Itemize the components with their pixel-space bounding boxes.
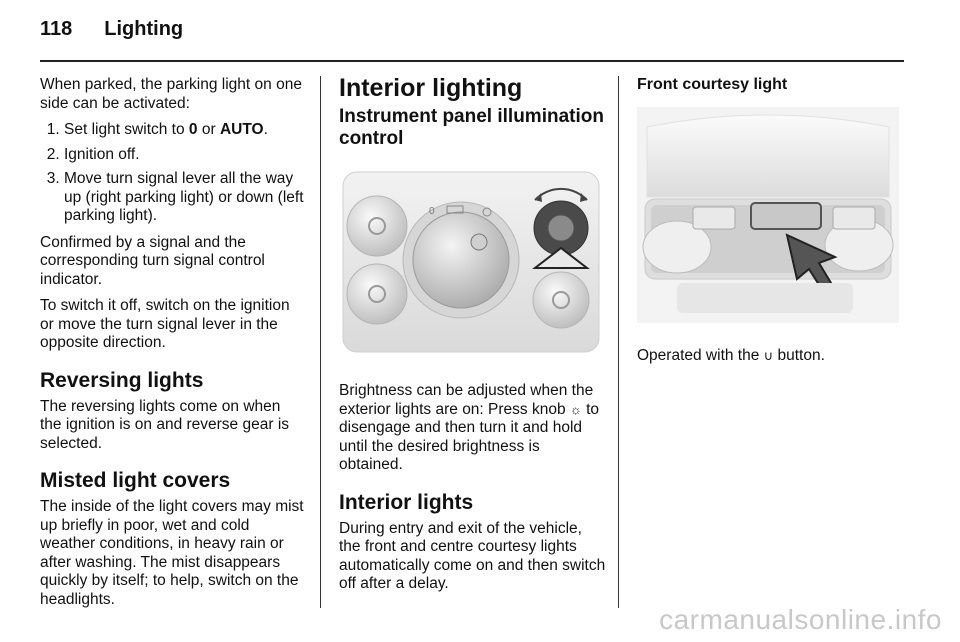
rear-fog-button: [347, 264, 407, 324]
brightness-text: Brightness can be adjusted when the exterior lights are on: Press knob ☼ to disengage and then turn it and hold until the desired brightness is obtained.: [339, 382, 600, 473]
courtesy-light-icon: ∪: [763, 347, 774, 363]
column-divider: [618, 76, 619, 608]
courtesy-light-illustration: [637, 107, 899, 323]
interior-lights-text: During entry and exit of the vehicle, the front and centre courtesy lights automatically come on and then switch off after a delay.: [339, 519, 606, 592]
light-switch-illustration: [339, 168, 603, 358]
column-2: [339, 76, 607, 602]
light-switch-knob: [413, 212, 509, 308]
page-number: 118: [40, 18, 73, 40]
column-1: [40, 76, 306, 617]
header-rule: [40, 60, 904, 62]
parking-steps: [40, 121, 306, 226]
knob-icon: ☼: [569, 401, 582, 417]
reversing-text: The reversing lights come on when the ignition is on and reverse gear is selected.: [40, 397, 290, 452]
page-header: [40, 18, 183, 48]
list-item: 3. Move turn signal lever all the way up (right parking light) or down (left parking light).: [64, 170, 306, 226]
column-divider: [320, 76, 321, 608]
headlight-range-button: [533, 272, 589, 328]
parking-intro: When parked, the parking light on one side can be activated:: [40, 76, 302, 112]
watermark: carmanualsonline.info: [659, 604, 942, 635]
courtesy-light-button: [751, 203, 821, 229]
interior-lighting-heading: Interior lighting: [339, 74, 523, 102]
panel-illumination-heading: Instrument panel illumination control: [339, 106, 604, 149]
interior-lights-heading: Interior lights: [339, 490, 474, 514]
column-3: [637, 76, 907, 373]
confirm-text: Confirmed by a signal and the corresponding turn signal control indicator.: [40, 233, 265, 288]
list-item: 2. Ignition off.: [64, 146, 306, 165]
misted-text: The inside of the light covers may mist up briefly in poor, wet and cold weather conditions, in heavy rain or after washing. The mist disappears quickly by itself; to help, switch on the headlights.: [40, 498, 304, 608]
switch-label-zero: 0: [429, 206, 435, 217]
operated-text: Operated with the ∪ button.: [637, 346, 825, 364]
courtesy-light-heading: Front courtesy light: [637, 76, 788, 93]
fog-light-button: [347, 196, 407, 256]
reversing-heading: Reversing lights: [40, 368, 204, 392]
switch-off-text: To switch it off, switch on the ignition or move the turn signal lever in the opposite direction.: [40, 297, 290, 351]
list-item: 1. Set light switch to 0 or AUTO.: [64, 121, 306, 140]
misted-heading: Misted light covers: [40, 469, 231, 492]
section-title: Lighting: [104, 18, 184, 40]
